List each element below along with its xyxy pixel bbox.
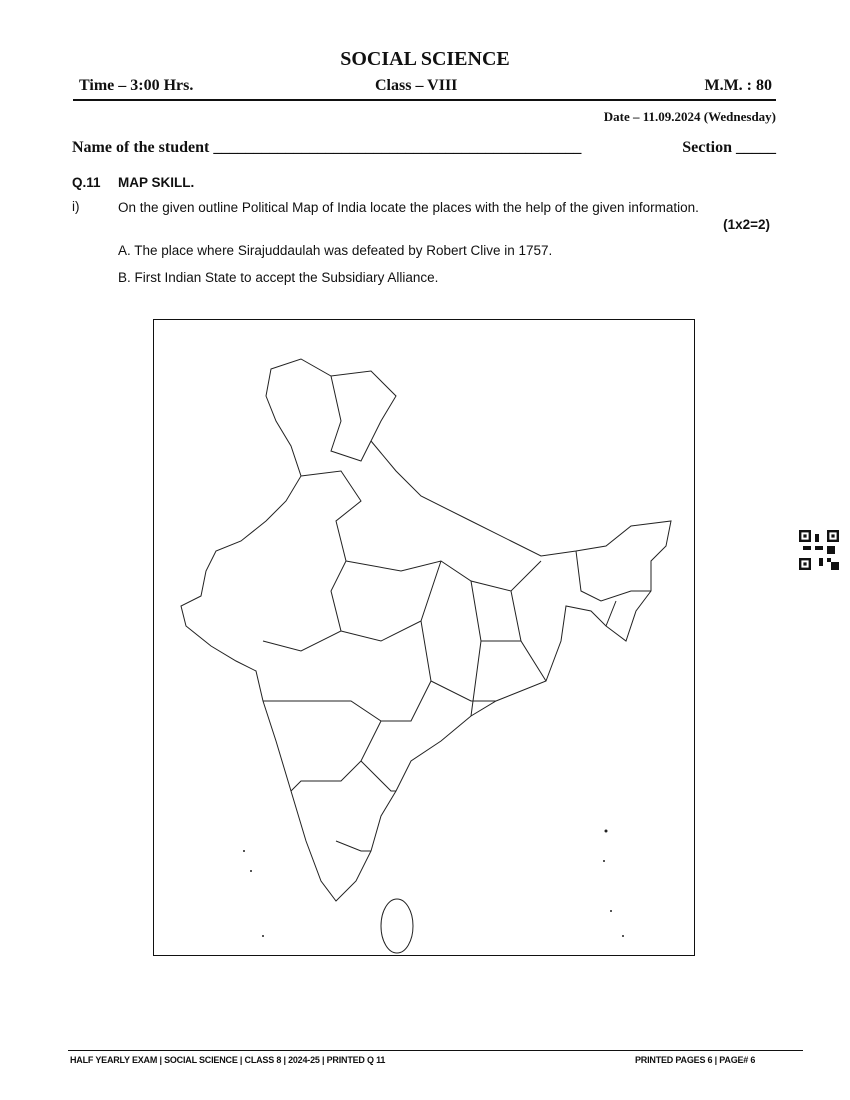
footer-divider (68, 1050, 803, 1051)
india-map-icon (154, 320, 694, 955)
time-label: Time – 3:00 Hrs. (79, 77, 194, 94)
section-field[interactable]: Section _____ (682, 139, 776, 156)
question-marks: (1x2=2) (723, 217, 770, 232)
question-number: Q.11 (72, 175, 101, 190)
map-frame (153, 319, 695, 956)
exam-date: Date – 11.09.2024 (Wednesday) (603, 109, 776, 124)
class-label: Class – VIII (375, 77, 458, 94)
question-part: i) (72, 199, 80, 214)
subject-title: SOCIAL SCIENCE (340, 48, 510, 70)
question-item-a: A. The place where Sirajuddaulah was defeated by Robert Clive in 1757. (118, 243, 553, 258)
footer-left: HALF YEARLY EXAM | SOCIAL SCIENCE | CLASS 8 | 2024-25 | PRINTED Q 11 (70, 1055, 386, 1065)
question-text: On the given outline Political Map of India locate the places with the help of the given information. (118, 200, 699, 215)
header-divider (73, 99, 776, 101)
max-marks-label: M.M. : 80 (704, 77, 772, 94)
question-item-b: B. First Indian State to accept the Subsidiary Alliance. (118, 270, 439, 285)
question-title: MAP SKILL. (118, 175, 195, 190)
footer-right: PRINTED PAGES 6 | PAGE# 6 (635, 1055, 756, 1065)
qr-code-icon (799, 530, 839, 570)
india-outline (181, 359, 671, 901)
student-name-field[interactable]: Name of the student ______________________________________________ (72, 139, 582, 156)
